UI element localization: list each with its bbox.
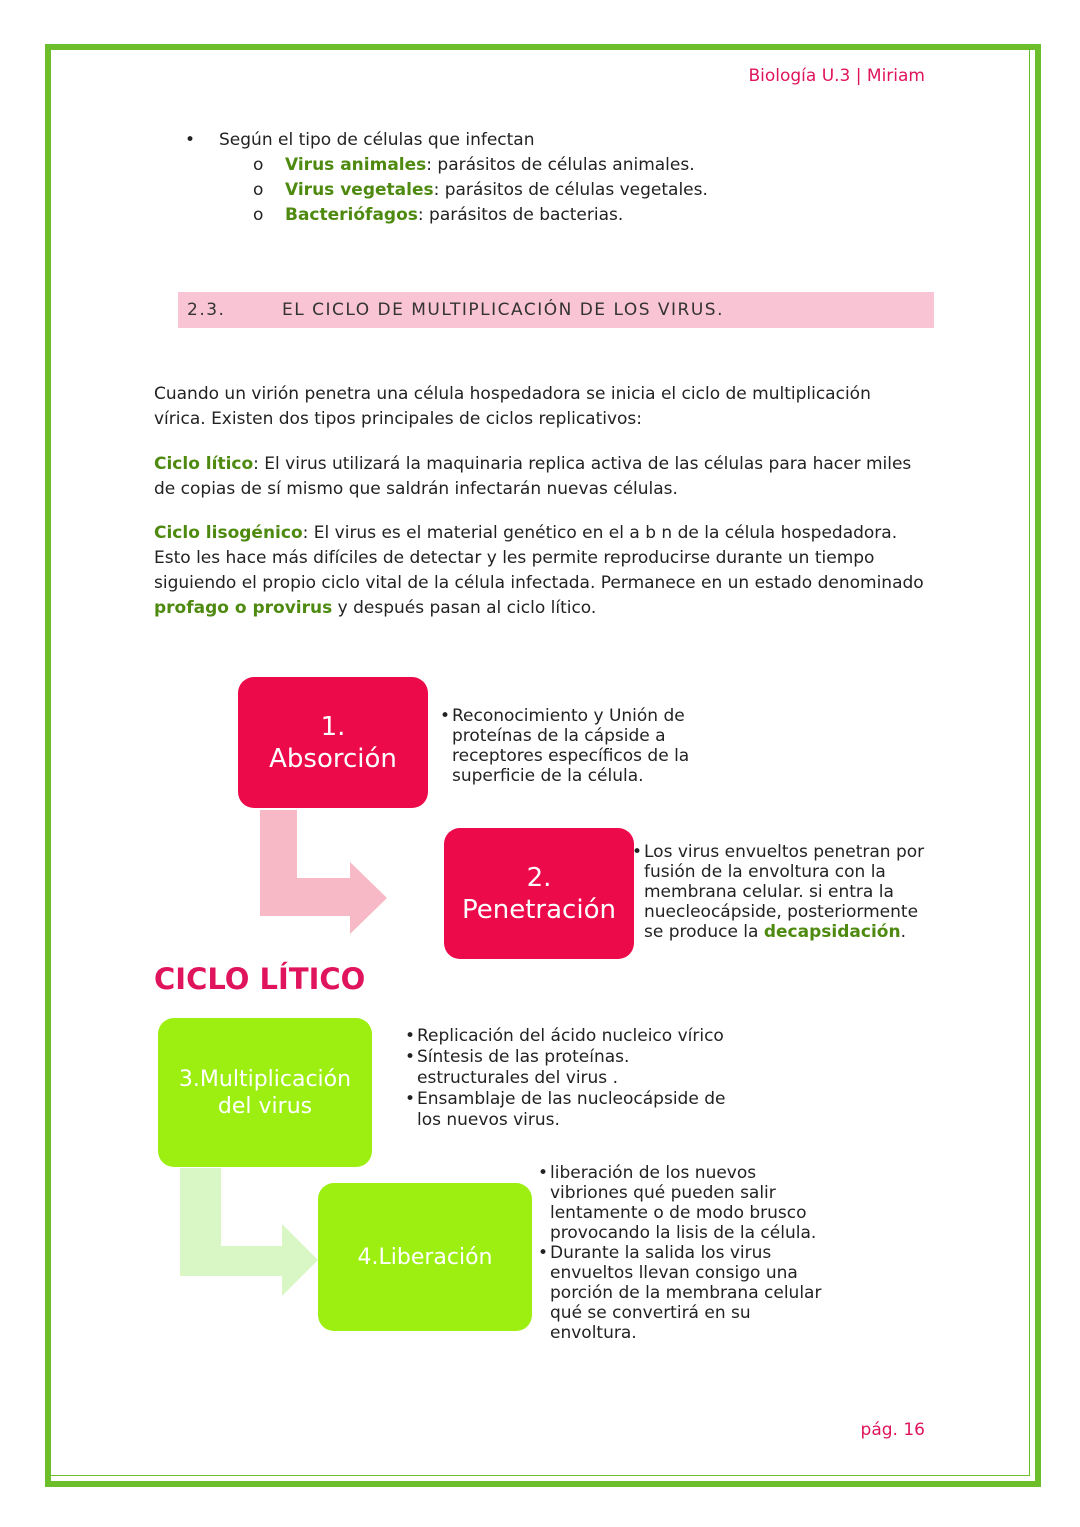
arrow-3-to-4 [180, 1168, 318, 1296]
sub-bullet-marker: o [253, 205, 264, 225]
step-name: Absorción [269, 743, 397, 774]
list-item-term: Bacteriófagos [285, 205, 418, 225]
desc-item: • Reconocimiento y Unión de proteínas de la cápside a receptores específicos de la superficie de la célula. [440, 706, 730, 786]
decapsidation-term: decapsidación [763, 922, 901, 942]
desc-item: • Ensamblaje de las nucleocápside de los nuevos virus. [405, 1089, 745, 1131]
list-item-term: Virus animales [285, 155, 427, 175]
step-multiplicacion-desc [405, 1026, 745, 1131]
step-name-line1: 3.Multiplicación [178, 1066, 352, 1092]
page-header: Biología U.3 | Miriam [748, 66, 925, 86]
prophage-term: profago o provirus [154, 598, 333, 618]
step-liberacion-desc [538, 1163, 828, 1343]
step-multiplicacion-box [158, 1018, 372, 1167]
step-absorcion-box [238, 677, 428, 808]
arrow-1-to-2 [260, 810, 387, 934]
step-name: 4.Liberación [357, 1244, 493, 1270]
sub-bullet-marker: o [253, 155, 264, 175]
step-number: 1. [320, 711, 346, 742]
desc-end: . [900, 922, 906, 942]
desc-text: Los virus envueltos penetran por fusión de la envoltura con la membrana celular. si entra la nuecleocápside, posteriormente se produce la [644, 842, 925, 942]
step-name: Penetración [462, 894, 616, 925]
step-name-line2: del virus [217, 1093, 313, 1119]
section-number: 2.3. [187, 300, 226, 320]
list-item-text: : parásitos de bacterias. [417, 205, 624, 225]
desc-item: • Replicación del ácido nucleico vírico [405, 1026, 745, 1047]
desc-item [632, 842, 937, 942]
section-title: EL CICLO DE MULTIPLICACIÓN DE LOS VIRUS. [282, 300, 724, 320]
lytic-text: : El virus utilizará la maquinaria replica activa de las células para hacer miles de copias de sí mismo que saldrán infectarán nuevas células. [154, 454, 912, 499]
intro-paragraph: Cuando un virión penetra una célula hospedadora se inicia el ciclo de multiplicación vírica. Existen dos tipos principales de ciclos replicativos: [154, 384, 871, 429]
desc-item: • liberación de los nuevos vibriones qué pueden salir lentamente o de modo brusco provocando la lisis de la célula. [538, 1163, 828, 1243]
list-main-bullet: • Según el tipo de células que infectan [185, 128, 708, 153]
step-penetracion-box [444, 828, 634, 959]
step-absorcion-desc [440, 706, 730, 786]
desc-item: • Durante la salida los virus envueltos llevan consigo una porción de la membrana celular qué se convertirá en su envoltura. [538, 1243, 828, 1343]
desc-item: • Síntesis de las proteínas. estructurales del virus . [405, 1047, 745, 1089]
lysogenic-term: Ciclo lisogénico [154, 523, 303, 543]
list-item-text: : parásitos de células animales. [426, 155, 695, 175]
lysogenic-text: : El virus es el material genético en el a b n de la célula hospedadora. Esto les hace más difíciles de detectar y les permite reproducirse durante un tiempo siguiendo el propio ciclo vital de la célula infectada. Permanece en un estado denominado [154, 523, 924, 593]
lysogenic-text-end: y después pasan al ciclo lítico. [332, 598, 597, 618]
step-liberacion-box [318, 1183, 532, 1331]
step-penetracion-desc [632, 842, 937, 942]
list-item-term: Virus vegetales [285, 180, 434, 200]
lytic-cycle-title: CICLO LÍTICO [154, 962, 366, 996]
list-item-text: : parásitos de células vegetales. [433, 180, 708, 200]
step-number: 2. [526, 862, 552, 893]
page-number: pág. 16 [860, 1420, 925, 1440]
sub-bullet-marker: o [253, 180, 264, 200]
lytic-term: Ciclo lítico [154, 454, 254, 474]
